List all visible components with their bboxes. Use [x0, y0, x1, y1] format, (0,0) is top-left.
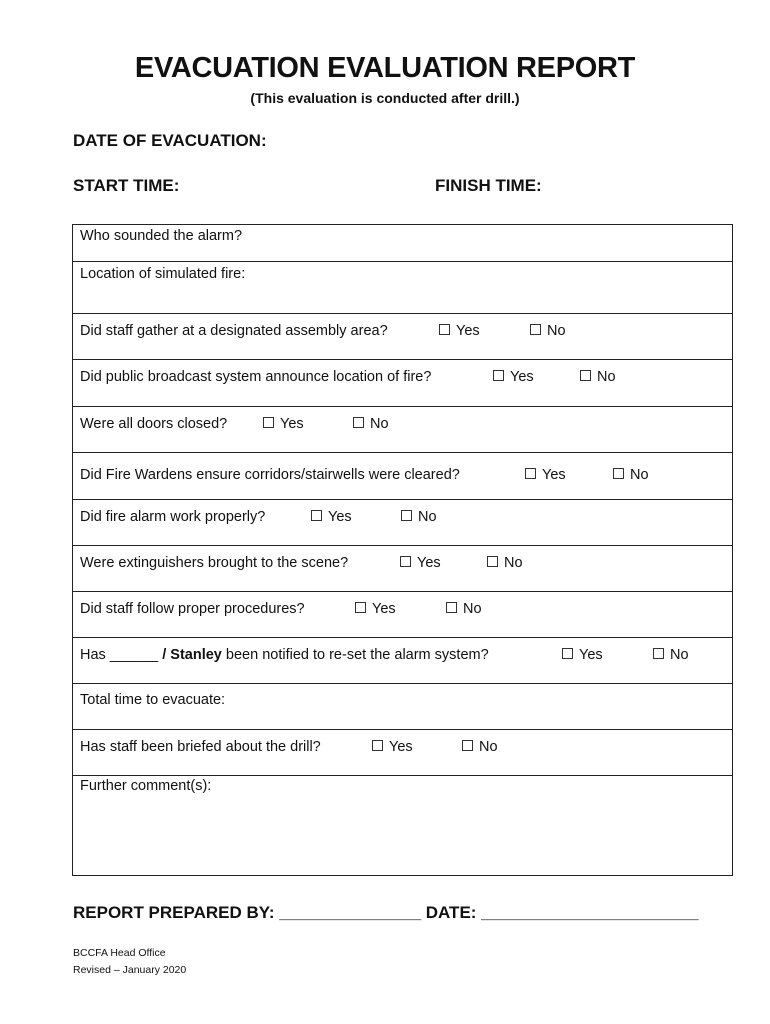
date-of-evacuation-label: DATE OF EVACUATION:: [73, 131, 267, 150]
row-total-time[interactable]: [73, 683, 732, 729]
report-subtitle: (This evaluation is conducted after drill.): [250, 90, 520, 106]
row-fire-wardens: [73, 452, 732, 499]
question-text: Did fire alarm work properly?: [80, 509, 266, 525]
briefed-yes-option[interactable]: Yes: [372, 739, 413, 755]
extinguishers-yes-option[interactable]: Yes: [400, 555, 441, 571]
checkbox-icon[interactable]: [530, 324, 541, 335]
checkbox-icon[interactable]: [401, 510, 412, 521]
checkbox-icon[interactable]: [562, 648, 573, 659]
row-further-comments[interactable]: [73, 775, 732, 875]
stanley-name: / Stanley: [162, 647, 222, 663]
checkbox-icon[interactable]: [311, 510, 322, 521]
wardens-no-option[interactable]: No: [613, 467, 649, 483]
question-text: Did staff follow proper procedures?: [80, 601, 305, 617]
row-fire-alarm-work: [73, 499, 732, 545]
alarm-work-yes-option[interactable]: Yes: [311, 509, 352, 525]
question-text: Did staff gather at a designated assembly area?: [80, 323, 388, 339]
briefed-no-option[interactable]: No: [462, 739, 498, 755]
row-procedures: [73, 591, 732, 637]
checkbox-icon[interactable]: [446, 602, 457, 613]
row-alarm-reset-notified: [73, 637, 732, 683]
checkbox-icon[interactable]: [487, 556, 498, 567]
checkbox-icon[interactable]: [355, 602, 366, 613]
checkbox-icon[interactable]: [462, 740, 473, 751]
office-text: BCCFA Head Office: [73, 947, 166, 959]
assembly-no-option[interactable]: No: [530, 323, 566, 339]
checkbox-icon[interactable]: [263, 417, 274, 428]
question-text: Who sounded the alarm?: [80, 228, 243, 244]
doors-no-option[interactable]: No: [353, 416, 389, 432]
report-title: EVACUATION EVALUATION REPORT: [134, 52, 636, 84]
row-who-sounded-alarm[interactable]: [73, 225, 732, 261]
alarm-work-no-option[interactable]: No: [401, 509, 437, 525]
checkbox-icon[interactable]: [353, 417, 364, 428]
checkbox-icon[interactable]: [400, 556, 411, 567]
checkbox-icon[interactable]: [439, 324, 450, 335]
row-extinguishers: [73, 545, 732, 591]
wardens-yes-option[interactable]: Yes: [525, 467, 566, 483]
revised-text: Revised – January 2020: [73, 964, 187, 976]
question-text: Total time to evacuate:: [80, 692, 226, 708]
row-location-fire[interactable]: [73, 261, 732, 313]
procedures-yes-option[interactable]: Yes: [355, 601, 396, 617]
doors-yes-option[interactable]: Yes: [263, 416, 304, 432]
report-prepared-by-line: REPORT PREPARED BY: _______________ DATE: _______________________: [73, 903, 699, 922]
question-text: Has ______ / Stanley been notified to re-set the alarm system?: [80, 647, 489, 663]
checkbox-icon[interactable]: [372, 740, 383, 751]
assembly-yes-option[interactable]: Yes: [439, 323, 480, 339]
row-assembly-area: [73, 313, 732, 359]
question-text: Did Fire Wardens ensure corridors/stairwells were cleared?: [80, 467, 460, 483]
question-text: Were extinguishers brought to the scene?: [80, 555, 349, 571]
evaluation-table: [72, 224, 733, 876]
question-text: Location of simulated fire:: [80, 266, 246, 282]
extinguishers-no-option[interactable]: No: [487, 555, 523, 571]
checkbox-icon[interactable]: [653, 648, 664, 659]
question-text: Has staff been briefed about the drill?: [80, 739, 321, 755]
question-text: Were all doors closed?: [80, 416, 228, 432]
start-time-label: START TIME:: [73, 176, 180, 195]
row-broadcast: [73, 359, 732, 406]
checkbox-icon[interactable]: [613, 468, 624, 479]
row-doors-closed: [73, 406, 732, 452]
checkbox-icon[interactable]: [525, 468, 536, 479]
row-staff-briefed: [73, 729, 732, 775]
question-text: Did public broadcast system announce location of fire?: [80, 369, 432, 385]
question-text: Further comment(s):: [80, 778, 212, 794]
broadcast-yes-option[interactable]: Yes: [493, 369, 534, 385]
finish-time-label: FINISH TIME:: [435, 176, 542, 195]
notified-no-option[interactable]: No: [653, 647, 689, 663]
broadcast-no-option[interactable]: No: [580, 369, 616, 385]
notified-yes-option[interactable]: Yes: [562, 647, 603, 663]
procedures-no-option[interactable]: No: [446, 601, 482, 617]
checkbox-icon[interactable]: [580, 370, 591, 381]
checkbox-icon[interactable]: [493, 370, 504, 381]
